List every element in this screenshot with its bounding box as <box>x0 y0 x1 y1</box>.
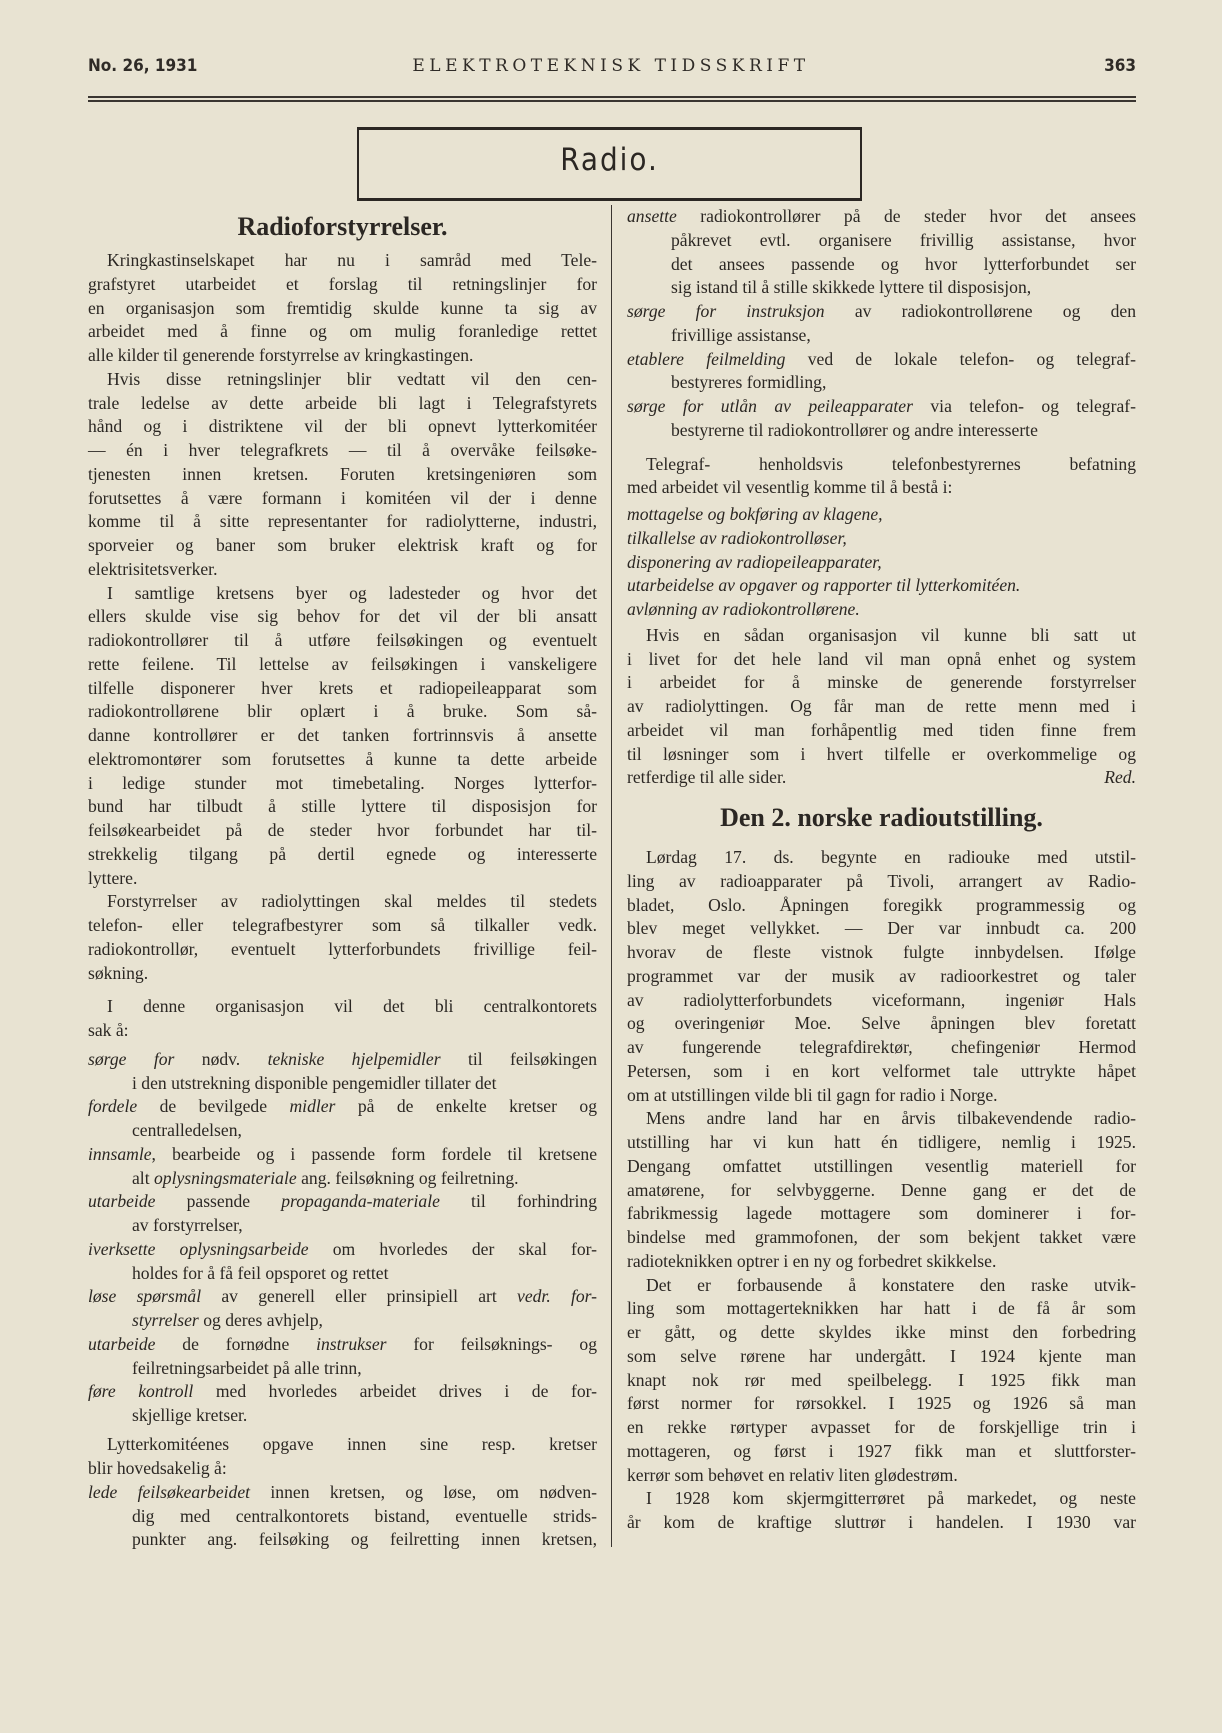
text: og deres avhjelp, <box>198 1310 323 1330</box>
text: på de enkelte kretser og <box>335 1096 597 1117</box>
text-line <box>88 1048 597 1072</box>
paragraph <box>88 1433 597 1481</box>
list-item <box>88 1481 597 1552</box>
list-item <box>88 1333 597 1381</box>
header-rule-bottom <box>88 100 1136 102</box>
paragraph <box>88 368 597 582</box>
text-line <box>88 1404 597 1428</box>
text-line <box>88 724 597 748</box>
list-item <box>627 348 1136 396</box>
section-title: Radio. <box>560 142 659 178</box>
text: I samtlige kretsens byer og ladesteder og hvor det <box>107 582 597 603</box>
italic-text: oplysningsmateriale <box>153 1167 297 1188</box>
text: lyttere. <box>88 867 138 888</box>
italic-text: styrrelser <box>132 1310 199 1330</box>
text: , bearbeide og i passende form fordele til kretsene <box>151 1143 597 1164</box>
italic-text: utarbeide <box>88 1333 156 1354</box>
text-line <box>627 1392 1136 1416</box>
editor-signature: Red. <box>1104 767 1136 788</box>
text-line <box>627 1345 1136 1369</box>
text-line <box>627 527 1136 551</box>
text-line <box>88 748 597 772</box>
text: til løsninger som i hvert tilfelle er overkommelige og <box>627 743 1136 764</box>
text: radioteknikken optrer i en ny og forbedret skikkelse. <box>627 1250 997 1271</box>
text-line <box>88 510 597 534</box>
text: programmet var der musik av radioorkestret og taler <box>627 965 1136 986</box>
paragraph <box>627 1487 1136 1535</box>
text-line <box>88 819 597 843</box>
text: bindelse med grammofonen, der som bekjent takket være <box>627 1227 1136 1247</box>
text-line <box>627 371 1136 395</box>
text: om at utstillingen vilde bli til gagn for radio i Norge. <box>627 1084 998 1105</box>
text-line <box>88 772 597 796</box>
text: i ledige stunder mot timebetaling. Norges lytterfor- <box>88 772 597 793</box>
text-line <box>627 419 1136 443</box>
text-line <box>627 1321 1136 1345</box>
text-line <box>88 1119 597 1143</box>
italic-text: midler <box>289 1096 336 1117</box>
text-line <box>88 605 597 629</box>
text-line <box>88 534 597 558</box>
issue-number: No. 26, 1931 <box>88 56 198 76</box>
italic-text: sørge for instruksjon <box>627 301 825 321</box>
text-line <box>88 1190 597 1214</box>
article-heading: Radioforstyrrelser. <box>237 212 448 241</box>
text: grafstyret utarbeidet et forslag til retningslinjer for <box>88 273 597 294</box>
text-line <box>88 463 597 487</box>
column-divider <box>611 205 612 1547</box>
paragraph <box>627 1274 1136 1488</box>
text-line <box>627 1440 1136 1464</box>
text: sak å: <box>88 1019 129 1040</box>
text-line <box>88 1019 597 1043</box>
list-item <box>627 551 1136 575</box>
text-line <box>627 1084 1136 1108</box>
text: via telefon- og telegraf- <box>912 396 1136 416</box>
text: skjellige kretser. <box>132 1405 248 1425</box>
text: hvorav de fleste vistnok fulgte innbydelsen. Ifølge <box>627 942 1136 962</box>
text-line <box>627 1487 1136 1511</box>
text: av generell eller prinsipiell art <box>201 1286 518 1307</box>
text-line <box>88 890 597 914</box>
text-line <box>627 348 1136 372</box>
text: kerrør som behøvet en relativ liten glødestrøm. <box>627 1464 958 1485</box>
text-line <box>627 870 1136 894</box>
text: de fornødne <box>155 1333 317 1354</box>
text: telefon- eller telegrafbestyrer som så tilkaller vedk. <box>88 915 597 935</box>
text-line <box>88 1309 597 1333</box>
text: med arbeidet vil vesentlig komme til å bestå i: <box>627 477 953 498</box>
text-line <box>88 439 597 463</box>
text: radiokontrollører til å utføre feilsøkingen og eventuelt <box>88 630 597 650</box>
text: radiokontrollører på de steder hvor det ansees <box>676 206 1136 226</box>
italic-text: iverksette oplysningsarbeide <box>88 1238 309 1259</box>
text-line <box>88 1095 597 1119</box>
text-line <box>88 867 597 891</box>
text: rette feilene. Til lettelse av feilsøkingen i vanskeligere <box>88 653 597 674</box>
text-line <box>627 300 1136 324</box>
text: elektromontører som forutsettes å kunne ta dette arbeide <box>88 748 597 769</box>
text: elektrisitetsverker. <box>88 558 218 579</box>
journal-title: ELEKTROTEKNISK TIDSSKRIFT <box>412 56 810 76</box>
text: hånd og i distriktene vil der bli opnevt lytterkomitéer <box>88 416 597 437</box>
header-rule-top <box>88 96 1136 98</box>
text: tilfelle disponerer hver krets et radiopeileapparat som <box>88 677 597 698</box>
text-line <box>88 995 597 1019</box>
text-line <box>88 1072 597 1096</box>
text-line <box>88 558 597 582</box>
text-line <box>627 551 1136 575</box>
text: radiokontrollør, eventuelt lytterforbundets frivillige feil- <box>88 938 597 959</box>
text: påkrevet evtl. organisere frivillig assistanse, hvor <box>671 229 1136 250</box>
text: mottageren, og først i 1927 fikk man et sluttforster- <box>627 1440 1136 1461</box>
text-line <box>627 989 1136 1013</box>
text: alle kilder til generende forstyrrelse av kringkastingen. <box>88 345 474 365</box>
text-line <box>627 1464 1136 1488</box>
text: en rekke rørtyper avpasset for de forskjellige trin i <box>627 1417 1136 1437</box>
text: knapt nok rør med speilbelegg. I 1925 fikk man <box>627 1369 1136 1390</box>
text: først normer for rørsokkel. I 1925 og 1926 så man <box>627 1393 1136 1414</box>
text: Dengang omfattet utstillingen vesentlig materiell for <box>627 1155 1136 1176</box>
text-line <box>88 1167 597 1191</box>
text-line <box>88 368 597 392</box>
text: Det er forbausende å konstatere den raske utvik- <box>646 1274 1136 1295</box>
text: de bevilgede <box>137 1096 290 1117</box>
paragraph <box>627 846 1136 1107</box>
text: ling som mottagerteknikken har hatt i de få år som <box>627 1298 1136 1319</box>
text-line <box>627 1012 1136 1036</box>
text: og overingeniør Moe. Selve åpningen blev foretatt <box>627 1013 1136 1034</box>
text-line <box>627 1107 1136 1131</box>
text-line <box>88 1357 597 1381</box>
list-item <box>627 527 1136 551</box>
text: i livet for det hele land vil man opnå enhet og system <box>627 648 1136 669</box>
paragraph <box>627 1107 1136 1273</box>
text: bestyreres formidling, <box>671 372 827 393</box>
list-item <box>627 503 1136 527</box>
text: ellers skulde vise sig behov for det vil der bli ansatt <box>88 606 597 627</box>
list-item <box>627 574 1136 598</box>
paragraph <box>88 582 597 891</box>
text: bestyrerne til radiokontrollører og andre interesserte <box>671 419 1038 440</box>
text: fabrikmessig lagede mottagere som dominerer i for- <box>627 1203 1136 1224</box>
text-line <box>627 476 1136 500</box>
text-line <box>627 1250 1136 1274</box>
text: danne kontrollører er det tanken fortrinnsvis å ansette <box>88 725 597 745</box>
text-line <box>88 962 597 986</box>
italic-text: sørge for <box>88 1048 175 1069</box>
text-line <box>88 1262 597 1286</box>
list-item <box>88 1380 597 1428</box>
text: strekkelig tilgang på dertil egnede og interesserte <box>88 843 597 864</box>
text: Lytterkomitéenes opgave innen sine resp. kretser <box>107 1434 597 1455</box>
text-line <box>627 253 1136 277</box>
text-line <box>627 1297 1136 1321</box>
text-line <box>88 582 597 606</box>
text: retferdige til alle sider. <box>627 767 787 788</box>
text: Mens andre land har en årvis tilbakevendende radio- <box>646 1108 1136 1129</box>
text: bladet, Oslo. Åpningen foregikk programmessig og <box>627 894 1136 915</box>
list-item <box>627 395 1136 443</box>
text: feilretningsarbeidet på alle trinn, <box>132 1357 362 1378</box>
text-line <box>88 1214 597 1238</box>
text-line <box>88 1505 597 1529</box>
text: er gått, og dette skyldes ikke minst den forbedring <box>627 1322 1136 1342</box>
paragraph <box>88 249 597 368</box>
text: blir hovedsakelig å: <box>88 1458 227 1478</box>
text: søkning. <box>88 962 149 983</box>
text-line <box>627 671 1136 695</box>
text: ved de lokale telefon- og telegraf- <box>785 348 1137 369</box>
text-line <box>627 766 1136 790</box>
text: med hvorledes arbeidet drives i de for- <box>193 1381 597 1402</box>
text: til feilsøkingen <box>440 1048 597 1069</box>
italic-text: propaganda-materiale <box>281 1191 440 1212</box>
text-line <box>88 843 597 867</box>
text-line <box>627 743 1136 767</box>
text: trale ledelse av dette arbeide bli lagt i Telegrafstyrets <box>88 392 597 413</box>
text: Forstyrrelser av radiolyttingen skal meldes til stedets <box>107 891 597 912</box>
text-line <box>627 1179 1136 1203</box>
text-line <box>627 1416 1136 1440</box>
text: — én i hver telegrafkrets — til å overvåke feilsøke- <box>88 440 597 460</box>
text-line <box>627 894 1136 918</box>
text: av fungerende telegrafdirektør, chefingeniør Hermod <box>627 1037 1136 1057</box>
list-item <box>88 1190 597 1238</box>
text-line <box>88 1285 597 1309</box>
text-line <box>627 276 1136 300</box>
italic-text: utarbeidelse av opgaver og rapporter til lytterkomitéen. <box>627 575 1021 596</box>
text-line <box>88 415 597 439</box>
text-line <box>88 795 597 819</box>
text: Telegraf- henholdsvis telefonbestyrernes befatning <box>646 453 1136 474</box>
text: i arbeidet for å minske de generende forstyrrelser <box>627 672 1136 693</box>
italic-text: tekniske hjelpemidler <box>267 1048 441 1069</box>
text: det ansees passende og hvor lytterforbundet ser <box>671 253 1136 274</box>
text-line <box>627 695 1136 719</box>
text: utstilling har vi kun hatt én tidligere, nemlig i 1925. <box>627 1132 1136 1152</box>
text: for feilsøknings- og <box>386 1333 597 1354</box>
text: av radiolyttingen. Og får man de rette menn med i <box>627 696 1136 716</box>
text: Lørdag 17. ds. begynte en radiouke med utstil- <box>646 847 1136 867</box>
text: av radiokontrollørene og den <box>824 301 1136 321</box>
text-line <box>627 229 1136 253</box>
text-line <box>88 677 597 701</box>
text-line <box>627 574 1136 598</box>
text: ling av radioapparater på Tivoli, arrangert av Radio- <box>627 870 1136 891</box>
text: av forstyrrelser, <box>132 1215 243 1235</box>
list-item <box>88 1048 597 1096</box>
paragraph <box>88 890 597 985</box>
text: sig istand til å stille skikkede lyttere til disposisjon, <box>671 277 1032 298</box>
text-line <box>88 1457 597 1481</box>
list-item <box>88 1143 597 1191</box>
text: sporveier og baner som bruker elektrisk kraft og for <box>88 535 597 555</box>
text-line <box>88 1433 597 1457</box>
text-line <box>88 392 597 416</box>
text-line <box>627 503 1136 527</box>
text-line <box>88 320 597 344</box>
text: feilsøkearbeidet på de steder hvor forbundet har til- <box>88 820 597 840</box>
text-line <box>627 1036 1136 1060</box>
italic-text: sørge for utlån av peileapparater <box>627 396 913 416</box>
page-number: 363 <box>1104 56 1136 76</box>
text-line <box>88 297 597 321</box>
list-item <box>88 1285 597 1333</box>
right-column <box>627 205 1136 1535</box>
text: tjenesten innen kretsen. Foruten kretsingeniøren som <box>88 463 597 484</box>
italic-text: avlønning av radiokontrollørene. <box>627 599 860 619</box>
italic-text: tilkallelse av radiokontrolløser, <box>627 527 847 548</box>
article-heading: Den 2. norske radioutstilling. <box>720 803 1043 832</box>
text-line <box>627 1202 1136 1226</box>
italic-text: løse spørsmål <box>88 1286 202 1307</box>
text-line <box>88 1238 597 1262</box>
list-item <box>627 598 1136 622</box>
text: alt <box>132 1167 154 1188</box>
text: dig med centralkontorets bistand, eventuelle strids- <box>132 1505 597 1526</box>
text-line <box>627 1511 1136 1535</box>
text: år kom de kraftige sluttrør i handelen. I 1930 var <box>627 1512 1136 1532</box>
text-line <box>88 249 597 273</box>
text: bund har tilbudt å stille lyttere til disposisjon for <box>88 796 597 817</box>
text-line <box>88 1481 597 1505</box>
text-line <box>88 1380 597 1404</box>
text: I denne organisasjon vil det bli centralkontorets <box>107 995 597 1016</box>
text-line <box>88 653 597 677</box>
text-line <box>88 938 597 962</box>
italic-text: vedr. for- <box>517 1286 598 1307</box>
italic-text: disponering av radiopeileapparater, <box>627 551 882 572</box>
text: holdes for å få feil opsporet og rettet <box>132 1262 389 1283</box>
text-line <box>627 648 1136 672</box>
text: Hvis en sådan organisasjon vil kunne bli satt ut <box>646 624 1136 645</box>
text-line <box>627 395 1136 419</box>
text-line <box>627 1131 1136 1155</box>
italic-text: mottagelse og bokføring av klagene, <box>627 504 883 524</box>
italic-text: lede feilsøkearbeidet <box>88 1481 251 1502</box>
text: amatørene, for selvbyggerne. Denne gang er det de <box>627 1179 1136 1200</box>
text: arbeidet vil man forhåpentlig med tiden finne frem <box>627 719 1136 740</box>
paragraph <box>627 624 1136 790</box>
text-line <box>88 629 597 653</box>
text-line <box>627 1060 1136 1084</box>
paragraph <box>88 995 597 1043</box>
text-line <box>88 1528 597 1552</box>
list-item <box>88 1095 597 1143</box>
text: Petersen, som i en kort velformet tale uttrykte håpet <box>627 1060 1136 1081</box>
text: til forhindring <box>439 1191 597 1212</box>
text: nødv. <box>174 1048 268 1069</box>
text: komme til å sitte representanter for radiolytterne, industri, <box>88 511 597 532</box>
italic-text: føre kontroll <box>88 1381 194 1402</box>
text-line <box>627 965 1136 989</box>
text: forutsettes å være formann i komitéen vil der i denne <box>88 487 597 508</box>
text-line <box>88 914 597 938</box>
text-line <box>627 1274 1136 1298</box>
text-line <box>88 700 597 724</box>
text-line <box>627 624 1136 648</box>
text: ang. feilsøkning og feilretning. <box>296 1167 519 1188</box>
italic-text: utarbeide <box>88 1191 156 1212</box>
text-line <box>627 324 1136 348</box>
text: som selve rørene har undergått. I 1924 kjente man <box>627 1345 1136 1366</box>
text: i den utstrekning disponible pengemidler tillater det <box>132 1072 497 1093</box>
text: innen kretsen, og løse, om nødven- <box>250 1481 597 1502</box>
list-item <box>627 205 1136 300</box>
text-line <box>88 344 597 368</box>
text-line <box>627 917 1136 941</box>
text: punkter ang. feilsøking og feilretting innen kretsen, <box>132 1529 597 1550</box>
text-line <box>627 205 1136 229</box>
italic-text: innsamle <box>88 1143 152 1164</box>
text-line <box>627 453 1136 477</box>
text-line <box>627 846 1136 870</box>
text-line <box>88 273 597 297</box>
italic-text: ansette <box>627 206 677 226</box>
text: om hvorledes der skal for- <box>308 1238 597 1259</box>
italic-text: etablere feilmelding <box>627 348 786 369</box>
text-line <box>627 1155 1136 1179</box>
text-line <box>627 719 1136 743</box>
italic-text: instrukser <box>316 1333 387 1354</box>
text-line <box>88 1143 597 1167</box>
text: frivillige assistanse, <box>671 324 811 345</box>
text-line <box>88 1333 597 1357</box>
text-line <box>627 941 1136 965</box>
italic-text: fordele <box>88 1096 138 1117</box>
text: Kringkastinselskapet har nu i samråd med Tele- <box>107 250 597 270</box>
list-item <box>627 300 1136 348</box>
left-column <box>88 205 597 1552</box>
text: av radiolytterforbundets viceformann, ingeniør Hals <box>627 989 1136 1010</box>
text: centralledelsen, <box>132 1120 242 1140</box>
section-title-box <box>357 127 862 201</box>
text: passende <box>155 1191 282 1212</box>
text: arbeidet med å finne og om mulig foranledige rettet <box>88 321 597 342</box>
text-line <box>627 1226 1136 1250</box>
list-item <box>88 1238 597 1286</box>
text: I 1928 kom skjermgitterrøret på markedet, og neste <box>646 1488 1136 1509</box>
text: en organisasjon som fremtidig skulde kunne ta sig av <box>88 297 597 318</box>
text-line <box>88 487 597 511</box>
text: blev meget vellykket. — Der var innbudt ca. 200 <box>627 918 1136 939</box>
text-line <box>627 598 1136 622</box>
text: Hvis disse retningslinjer blir vedtatt vil den cen- <box>107 368 597 389</box>
paragraph <box>627 453 1136 501</box>
text: radiokontrollørene blir oplært i å bruke. Som så- <box>88 701 597 722</box>
text-line <box>627 1369 1136 1393</box>
